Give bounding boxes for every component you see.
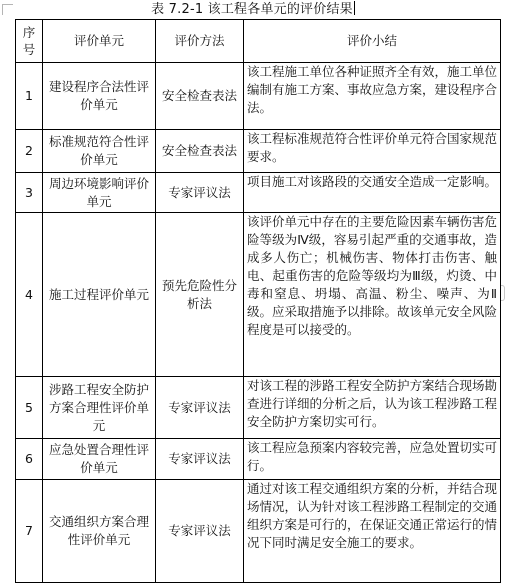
row-unit: 周边环境影响评价单元: [43, 173, 156, 213]
row-method: 安全检查表法: [156, 130, 244, 173]
table-row: [16, 439, 501, 480]
row-method: 专家评议法: [156, 173, 244, 213]
table-row: [16, 480, 501, 583]
row-number: 4: [16, 213, 43, 377]
row-number: 3: [16, 173, 43, 213]
row-unit: 涉路工程安全防护方案合理性评价单元: [43, 377, 156, 439]
table-row: [16, 377, 501, 439]
row-summary: 项目施工对该路段的交通安全造成一定影响。: [244, 173, 501, 213]
header-summary: 评价小结: [244, 20, 501, 63]
table-row: [16, 173, 501, 213]
row-number: 1: [16, 63, 43, 130]
table-header-row: [16, 20, 501, 63]
row-unit: 交通组织方案合理性评价单元: [43, 480, 156, 583]
table-row: [16, 63, 501, 130]
row-number: 6: [16, 439, 43, 480]
row-summary: 该评价单元中存在的主要危险因素车辆伤害危险等级为Ⅳ级，容易引起严重的交通事故，造成多人伤亡；机械伤害、物体打击伤害、触电、起重伤害的危险等级均为Ⅲ级，灼烫、中毒和窒息、坍塌、高温、粉尘、噪声、为Ⅱ级。应采取措施予以排除。故该单元安全风险程度是可以接受的。: [244, 213, 501, 377]
row-summary: 通过对该工程交通组织方案的分析，并结合现场情况，认为针对该工程涉路工程制定的交通组织方案是可行的，在保证交通正常运行的情况下同时满足安全施工的要求。: [244, 480, 501, 583]
row-summary: 对该工程的涉路工程安全防护方案结合现场勘查进行详细的分析之后，认为该工程涉路工程安全防护方案切实可行。: [244, 377, 501, 439]
table-row: [16, 213, 501, 377]
row-unit: 标准规范符合性评价单元: [43, 130, 156, 173]
header-unit: 评价单元: [43, 20, 156, 63]
row-summary: 该工程施工单位各种证照齐全有效，施工单位编制有施工方案、事故应急方案，建设程序合法。: [244, 63, 501, 130]
row-method: 预先危险性分析法: [156, 213, 244, 377]
row-method: 安全检查表法: [156, 63, 244, 130]
row-number: 2: [16, 130, 43, 173]
row-summary: 该工程标准规范符合性评价单元符合国家规范要求。: [244, 130, 501, 173]
row-unit: 施工过程评价单元: [43, 213, 156, 377]
row-number: 5: [16, 377, 43, 439]
row-unit: 应急处置合理性评价单元: [43, 439, 156, 480]
row-unit: 建设程序合法性评价单元: [43, 63, 156, 130]
row-method: 专家评议法: [156, 377, 244, 439]
header-method: 评价方法: [156, 20, 244, 63]
evaluation-results-table: [15, 19, 501, 583]
table-row: [16, 130, 501, 173]
text-cursor: [354, 1, 355, 15]
header-seq: 序号: [16, 20, 43, 63]
table-caption: [0, 0, 506, 19]
row-summary: 该工程应急预案内容较完善，应急处置切实可行。: [244, 439, 501, 480]
row-method: 专家评议法: [156, 480, 244, 583]
row-number: 7: [16, 480, 43, 583]
table-caption-text: 表 7.2-1 该工程各单元的评价结果: [151, 2, 353, 17]
row-method: 专家评议法: [156, 439, 244, 480]
